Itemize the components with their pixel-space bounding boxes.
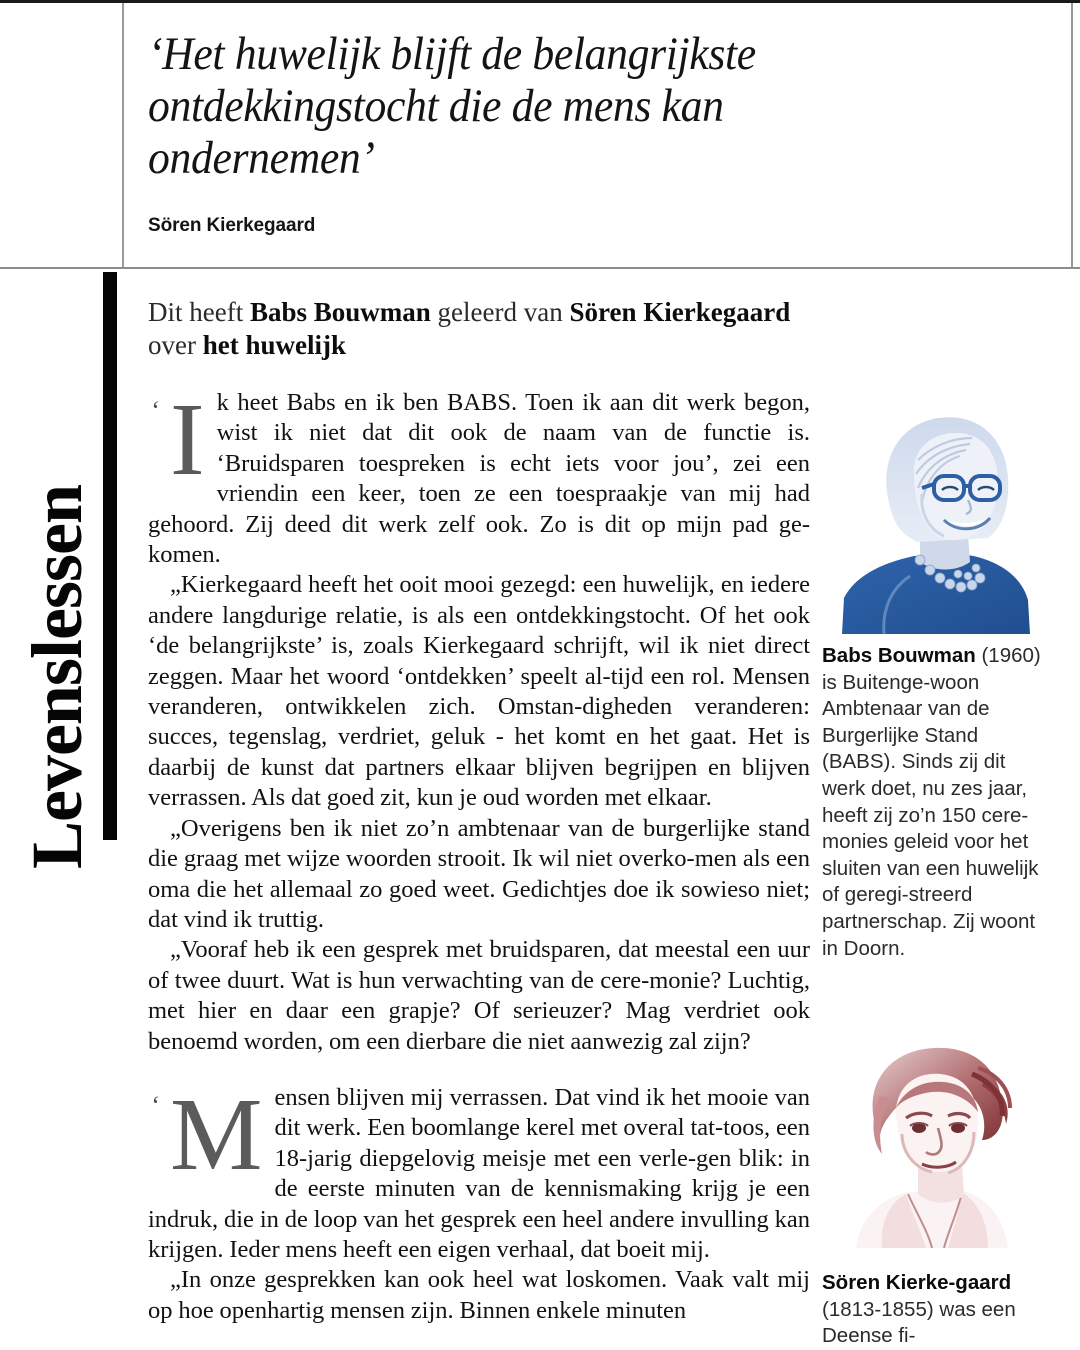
dropcap-quote-mark-2: ‘ xyxy=(150,1090,159,1120)
standfirst-part3: over xyxy=(148,330,203,360)
caption-2 xyxy=(822,1270,1046,1350)
caption-2-name: Sören Kierke-gaard xyxy=(822,1271,1012,1294)
standfirst-name-bouwman: Babs Bouwman xyxy=(249,297,431,327)
standfirst-part2: geleerd van xyxy=(430,297,570,327)
paragraph-2: „Kierkegaard heeft het ooit mooi gezegd: een huwelijk, en iedere andere langdurige relatie, is als een ontdekkingstocht. Of het ook ‘de belangrijkste’ is, zoals Kierkegaard schrijft, wil ik niet direct zeggen. Maar het woord ‘ontdekken’ speelt al-tijd een rol. Mensen veranderen, ontwikkelen zich. Omstan-digheden veranderen: succes, tegenslag, verdriet, geluk - het komt en het gaat. Het is daarbij de kunst dat partners elkaar blijven begrijpen en blijven verrassen. Als dat goed zit, kun je oud worden met elkaar. xyxy=(148,571,810,812)
dropcap-quote-mark-1: ‘ xyxy=(150,396,159,425)
section-label: Levenslessen xyxy=(17,485,97,869)
headline-attribution: Sören Kierkegaard xyxy=(148,215,316,236)
standfirst-topic: het huwelijk xyxy=(202,330,347,360)
paragraph-1: k heet Babs en ik ben BABS. Toen ik aan dit werk begon, wist ik niet dat dit ook de naam van de functie is. ‘Bruidsparen toespreken is echt iets voor jou’, zei een vriendin een keer, toen ze een toespraakje van mij had gehoord. Zij deed dit werk zelf ook. Zo is dit op mijn pad ge-komen. xyxy=(148,389,810,569)
paragraph-4: „Vooraf heb ik een gesprek met bruidsparen, dat meestal een uur of twee duurt. Wat is hun verwachting van de cere-monie? Luchtig, met hier en daar een grapje? Of serieuzer? Mag verdriet ook benoemd worden, om een dierbare die niet aanwezig zal zijn? xyxy=(148,936,810,1055)
header-left-vrule xyxy=(122,3,124,267)
standfirst-part1: Dit heeft xyxy=(148,297,250,327)
caption-1-name: Babs Bouwman xyxy=(822,644,976,667)
soren-kierkegaard-caption xyxy=(822,1270,1046,1350)
caption-2-text: (1813-1855) was een Deense fi- xyxy=(822,1297,1016,1348)
page-top-rule xyxy=(0,0,1080,3)
paragraph-block-5 xyxy=(148,1076,810,1265)
soren-kierkegaard-portrait xyxy=(822,1036,1044,1248)
header-right-vrule xyxy=(1071,3,1073,267)
babs-bouwman-portrait xyxy=(822,402,1044,634)
dropcap-letter-1: I xyxy=(170,382,205,497)
paragraph-3: „Overigens ben ik niet zo’n ambtenaar van de burgerlijke stand die graag met wijze woorden strooit. Ik wil niet overko-men als een oma die het allemaal zo goed weet. Gedichtjes doe ik sowieso niet; dat vind ik truttig. xyxy=(148,814,810,933)
caption-1 xyxy=(822,643,1046,962)
dropcap-letter-2: M xyxy=(170,1076,263,1192)
standfirst xyxy=(148,296,810,362)
babs-bouwman-portrait-svg xyxy=(822,402,1044,634)
header-bottom-rule xyxy=(0,267,1080,269)
paragraph-6: „In onze gesprekken kan ook heel wat loskomen. Vaak valt mij op hoe openhartig mensen zijn. Binnen enkele minuten xyxy=(148,1266,810,1324)
article-header xyxy=(148,28,888,237)
paragraph-block-1 xyxy=(148,382,810,570)
standfirst-name-kierkegaard: Sören Kierkegaard xyxy=(569,297,791,327)
caption-1-text: (1960) is Buitenge-woon Ambtenaar van de Burgerlijke Stand (BABS). Sinds zij dit werk doet, nu zes jaar, heeft zij zo’n 150 cere-monies geleid voor het sluiten van een huwelijk of geregi-streerd partnerschap. Zij woont in Doorn. xyxy=(822,644,1041,960)
paragraph-5: ensen blijven mij verrassen. Dat vind ik het mooie van dit werk. Een boomlange kerel met overal tat-toos, een 18-jarig diepgelovig meisje met een verle-gen blik: in de eerste minuten van de kennismaking krijg je een indruk, die in de loop van het gesprek een heel andere invulling kan krijgen. Ieder mens heeft een eigen verhaal, dat boeit mij. xyxy=(148,1083,810,1263)
section-label-container xyxy=(0,290,104,870)
section-accent-bar xyxy=(103,272,117,840)
soren-kierkegaard-portrait-svg xyxy=(822,1036,1044,1248)
babs-bouwman-caption xyxy=(822,643,1046,962)
article-body-column xyxy=(148,296,810,1326)
page-title: ‘Het huwelijk blijft de belangrijkste ontdekkingstocht die de mens kan ondernemen’ xyxy=(148,28,756,184)
